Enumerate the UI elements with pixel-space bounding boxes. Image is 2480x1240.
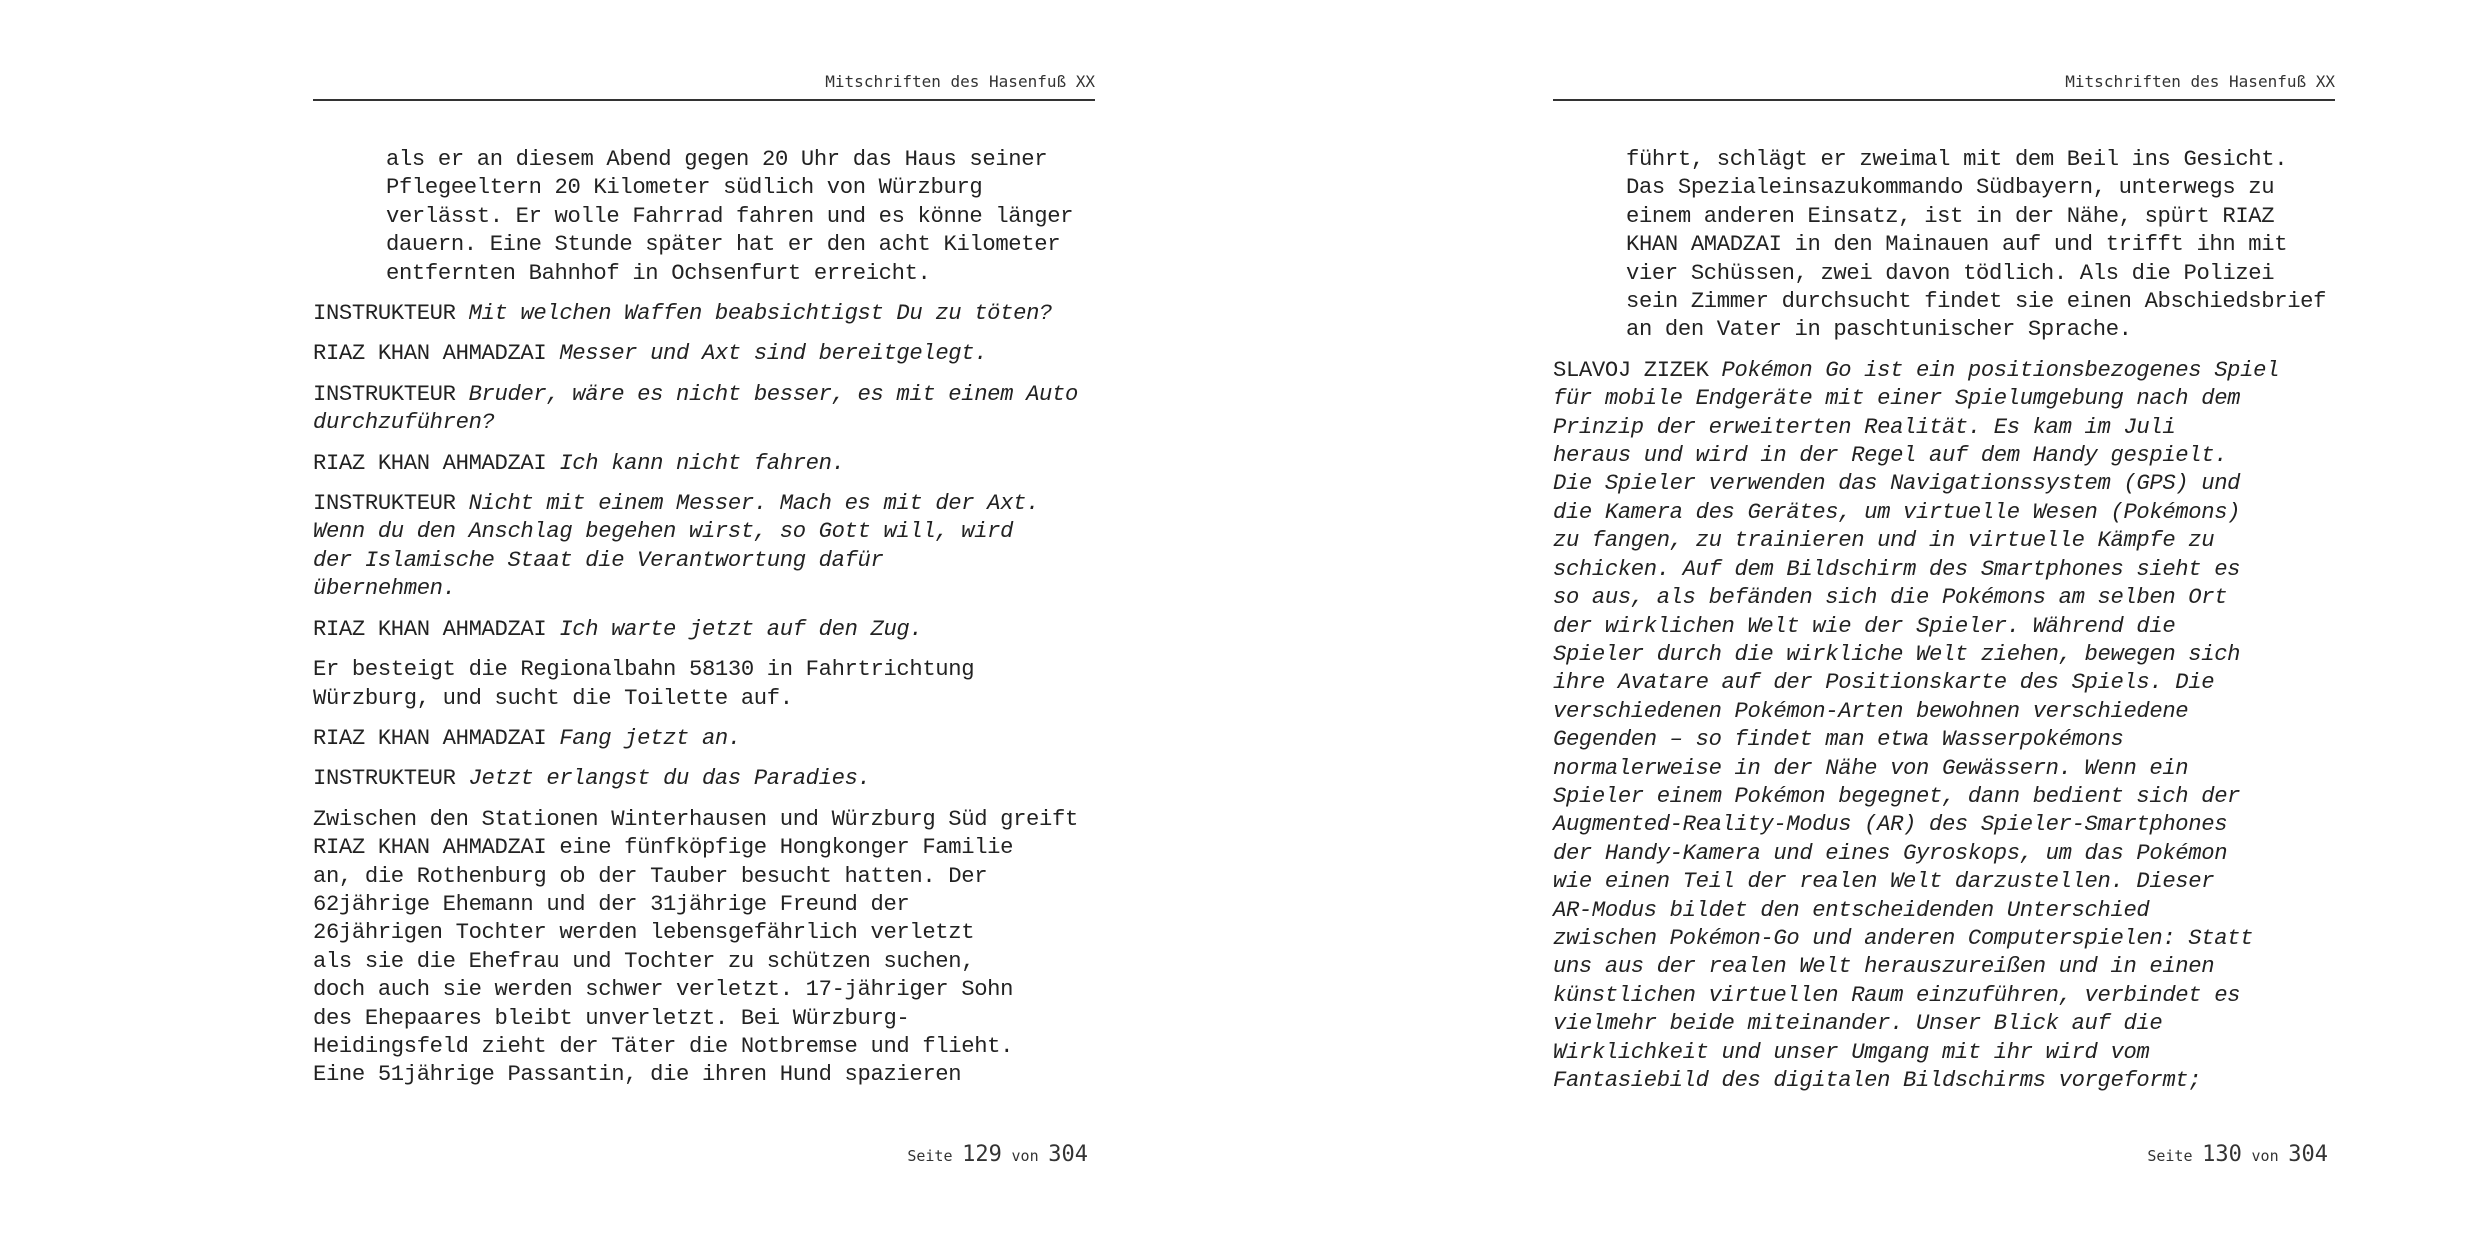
text-line: AR-Modus bildet den entscheidenden Unterschied	[1553, 897, 2150, 923]
footer-of: von	[2251, 1147, 2279, 1165]
text-line: einem anderen Einsatz, ist in der Nähe, spürt RIAZ	[1626, 203, 2275, 229]
text-line: durchzuführen?	[313, 410, 495, 436]
continued-paragraph	[313, 146, 1103, 288]
text-line: Fantasiebild des digitalen Bildschirms vorgeformt;	[1553, 1068, 2202, 1093]
page-total: 304	[2288, 1142, 2328, 1167]
speaker-name: RIAZ KHAN AHMADZAI	[313, 725, 547, 751]
text-line: Zwischen den Stationen Winterhausen und Würzburg Süd greift	[313, 806, 1078, 832]
text-line: so aus, als befänden sich die Pokémons am selben Ort	[1553, 585, 2228, 611]
text-line: heraus und wird in der Regel auf dem Handy gespielt.	[1553, 443, 2228, 469]
text-line: wie einen Teil der realen Welt darzustellen. Dieser	[1553, 869, 2215, 895]
text-line: des Ehepaares bleibt unverletzt. Bei Würzburg-	[313, 1005, 910, 1031]
text-line: dauern. Eine Stunde später hat er den acht Kilometer	[386, 232, 1061, 258]
page-number: 129	[962, 1142, 1002, 1167]
speech-text: Ich kann nicht fahren.	[559, 450, 845, 476]
speech-line	[1553, 357, 2343, 385]
text-line: der Handy-Kamera und eines Gyroskops, um das Pokémon	[1553, 840, 2228, 866]
dialogue-paragraph	[313, 450, 1103, 478]
text-line: doch auch sie werden schwer verletzt. 17-jähriger Sohn	[313, 977, 1014, 1003]
text-line: für mobile Endgeräte mit einer Spielumgebung nach dem	[1553, 386, 2241, 412]
text-line: entfernten Bahnhof in Ochsenfurt erreicht.	[386, 260, 931, 286]
footer-prefix: Seite	[907, 1147, 953, 1165]
speaker-name: RIAZ KHAN AHMADZAI	[313, 341, 547, 367]
page-header: Mitschriften des Hasenfuß XX	[825, 72, 1095, 91]
speech-line	[313, 616, 1103, 644]
text-line: künstlichen virtuellen Raum einzuführen, verbindet es	[1553, 982, 2241, 1008]
footer-prefix: Seite	[2147, 1147, 2193, 1165]
text-line: Spieler durch die wirkliche Welt ziehen, bewegen sich	[1553, 641, 2241, 667]
speech-line	[313, 340, 1103, 368]
dialogue-paragraph	[1553, 357, 2343, 1096]
text-line: übernehmen.	[313, 576, 456, 602]
text-line: Die Spieler verwenden das Navigationssystem (GPS) und	[1553, 471, 2241, 497]
text-line: Wenn du den Anschlag begehen wirst, so Gott will, wird	[313, 519, 1014, 545]
text-line: vier Schüssen, zwei davon tödlich. Als die Polizei	[1626, 260, 2275, 286]
dialogue-paragraph	[313, 765, 1103, 793]
text-line: Prinzip der erweiterten Realität. Es kam im Juli	[1553, 414, 2176, 440]
narration-paragraph	[313, 656, 1103, 713]
header-rule	[1553, 99, 2335, 101]
speech-line	[313, 725, 1103, 753]
text-line: ihre Avatare auf der Positionskarte des Spiels. Die	[1553, 670, 2215, 696]
text-line: Würzburg, und sucht die Toilette auf.	[313, 685, 793, 711]
text-line: 26jährigen Tochter werden lebensgefährlich verletzt	[313, 920, 975, 946]
speech-line	[313, 450, 1103, 478]
speaker-name: SLAVOJ ZIZEK	[1553, 357, 1709, 383]
text-line: zu fangen, zu trainieren und in virtuelle Kämpfe zu	[1553, 528, 2215, 554]
text-line: Heidingsfeld zieht der Täter die Notbremse und flieht.	[313, 1033, 1014, 1059]
text-line: an, die Rothenburg ob der Tauber besucht hatten. Der	[313, 863, 988, 889]
right-page	[1240, 0, 2480, 1240]
speaker-name: INSTRUKTEUR	[313, 381, 456, 407]
speaker-name: INSTRUKTEUR	[313, 301, 456, 327]
page-header: Mitschriften des Hasenfuß XX	[2065, 72, 2335, 91]
speaker-name: RIAZ KHAN AHMADZAI	[313, 450, 547, 476]
text-line: Wirklichkeit und unser Umgang mit ihr wird vom	[1553, 1039, 2150, 1065]
dialogue-paragraph	[313, 725, 1103, 753]
text-line: an den Vater in paschtunischer Sprache.	[1626, 317, 2132, 343]
dialogue-paragraph	[313, 490, 1103, 604]
text-line: Pflegeeltern 20 Kilometer südlich von Würzburg	[386, 175, 983, 201]
text-line: Spieler einem Pokémon begegnet, dann bedient sich der	[1553, 783, 2241, 809]
dialogue-paragraph	[313, 381, 1103, 438]
text-line: normalerweise in der Nähe von Gewässern. Wenn ein	[1553, 755, 2189, 781]
text-line: der wirklichen Welt wie der Spieler. Während die	[1553, 613, 2176, 639]
speech-line	[313, 381, 1103, 409]
speaker-name: INSTRUKTEUR	[313, 491, 456, 517]
text-line: als sie die Ehefrau und Tochter zu schützen suchen,	[313, 948, 975, 974]
text-line: Gegenden – so findet man etwa Wasserpokémons	[1553, 727, 2124, 753]
speech-line	[313, 490, 1103, 518]
page-footer	[907, 1142, 1088, 1167]
speech-text: Jetzt erlangst du das Paradies.	[468, 766, 871, 792]
speaker-name: INSTRUKTEUR	[313, 766, 456, 792]
dialogue-paragraph	[313, 300, 1103, 328]
speaker-name: RIAZ KHAN AHMADZAI	[313, 616, 547, 642]
header-rule	[313, 99, 1095, 101]
text-line: Eine 51jährige Passantin, die ihren Hund spazieren	[313, 1062, 962, 1088]
text-line: Er besteigt die Regionalbahn 58130 in Fahrtrichtung	[313, 657, 975, 683]
speech-text: Mit welchen Waffen beabsichtigst Du zu töten?	[468, 301, 1053, 327]
text-line: Augmented-Reality-Modus (AR) des Spieler-Smartphones	[1553, 812, 2228, 838]
speech-text: Nicht mit einem Messer. Mach es mit der Axt.	[468, 491, 1040, 517]
narration-paragraph	[313, 806, 1103, 1090]
footer-of: von	[1011, 1147, 1039, 1165]
page-body	[313, 146, 1103, 1102]
text-line: RIAZ KHAN AHMADZAI eine fünfköpfige Hongkonger Familie	[313, 835, 1014, 861]
speech-line	[313, 765, 1103, 793]
dialogue-paragraph	[313, 616, 1103, 644]
text-line: uns aus der realen Welt herauszureißen und in einen	[1553, 954, 2215, 980]
text-line: der Islamische Staat die Verantwortung dafür	[313, 547, 884, 573]
text-line: die Kamera des Gerätes, um virtuelle Wesen (Pokémons)	[1553, 499, 2241, 525]
speech-line	[313, 300, 1103, 328]
text-line: sein Zimmer durchsucht findet sie einen Abschiedsbrief	[1626, 289, 2327, 315]
speech-text: Pokémon Go ist ein positionsbezogenes Spiel	[1721, 357, 2280, 383]
page-footer	[2147, 1142, 2328, 1167]
page-total: 304	[1048, 1142, 1088, 1167]
speech-text: Fang jetzt an.	[559, 725, 741, 751]
text-line: Das Spezialeinsazukommando Südbayern, unterwegs zu	[1626, 175, 2275, 201]
speech-text: Ich warte jetzt auf den Zug.	[559, 616, 923, 642]
dialogue-paragraph	[313, 340, 1103, 368]
speech-text: Messer und Axt sind bereitgelegt.	[559, 341, 988, 367]
speech-text: Bruder, wäre es nicht besser, es mit einem Auto	[468, 381, 1078, 407]
text-line: 62jährige Ehemann und der 31jährige Freund der	[313, 891, 910, 917]
text-line: zwischen Pokémon-Go und anderen Computerspielen: Statt	[1553, 925, 2254, 951]
page-number: 130	[2202, 1142, 2242, 1167]
text-line: verschiedenen Pokémon-Arten bewohnen verschiedene	[1553, 698, 2189, 724]
text-line: verlässt. Er wolle Fahrrad fahren und es könne länger	[386, 203, 1074, 229]
page-body	[1553, 146, 2343, 1107]
continued-paragraph	[1553, 146, 2343, 345]
text-line: führt, schlägt er zweimal mit dem Beil ins Gesicht.	[1626, 147, 2288, 172]
text-line: vielmehr beide miteinander. Unser Blick auf die	[1553, 1011, 2163, 1037]
text-line: schicken. Auf dem Bildschirm des Smartphones sieht es	[1553, 556, 2241, 582]
text-line: als er an diesem Abend gegen 20 Uhr das Haus seiner	[386, 147, 1048, 172]
text-line: KHAN AMADZAI in den Mainauen auf und trifft ihn mit	[1626, 232, 2288, 258]
